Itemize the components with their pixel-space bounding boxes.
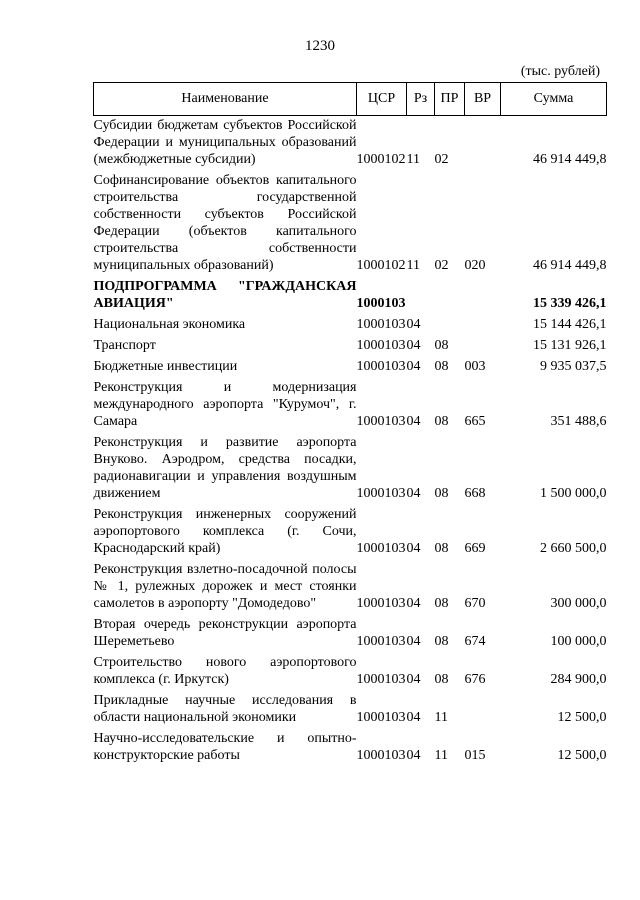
cell-vr bbox=[465, 691, 501, 729]
cell-sum: 284 900,0 bbox=[550, 672, 607, 687]
cell-vr bbox=[465, 116, 501, 172]
table-row bbox=[94, 691, 607, 729]
cell-name: Научно-исследовательские и опытно-конструкторские работы bbox=[93, 731, 357, 763]
cell-vr: 669 bbox=[464, 541, 486, 556]
cell-name: Софинансирование объектов капитального строительства государственной собственности субъектов Российской Федерации (объектов капитального строительства собственности муниципальных образований) bbox=[93, 173, 357, 273]
cell-csr: 1000102 bbox=[356, 152, 406, 167]
cell-name: Субсидии бюджетам субъектов Российской Федерации и муниципальных образований (межбюджетные субсидии) bbox=[93, 118, 357, 167]
table-row bbox=[94, 378, 607, 433]
cell-rz bbox=[407, 277, 435, 315]
cell-csr: 1000102 bbox=[356, 258, 406, 273]
cell-vr: 676 bbox=[464, 672, 486, 687]
table-row bbox=[94, 433, 607, 505]
cell-rz: 04 bbox=[406, 414, 421, 429]
cell-name: Прикладные научные исследования в области национальной экономики bbox=[93, 693, 357, 725]
table-row bbox=[94, 615, 607, 653]
cell-pr: 08 bbox=[434, 596, 449, 611]
column-header-csr: ЦСР bbox=[357, 83, 407, 116]
cell-vr: 665 bbox=[464, 414, 486, 429]
cell-csr: 1000103 bbox=[356, 359, 406, 374]
cell-vr bbox=[465, 336, 501, 357]
table-row bbox=[94, 315, 607, 336]
cell-vr: 020 bbox=[464, 258, 486, 273]
cell-name: Строительство нового аэропортового комплекса (г. Иркутск) bbox=[93, 655, 357, 687]
cell-pr: 11 bbox=[434, 748, 448, 763]
cell-rz: 04 bbox=[406, 541, 421, 556]
table-row bbox=[94, 560, 607, 615]
units-label: (тыс. рублей) bbox=[520, 64, 600, 79]
cell-name: Реконструкция и развитие аэропорта Внуково. Аэродром, средства посадки, радионавигации и управления воздушным движением bbox=[93, 435, 357, 501]
cell-pr: 02 bbox=[434, 152, 449, 167]
cell-sum: 15 339 426,1 bbox=[533, 296, 607, 311]
cell-csr: 1000103 bbox=[356, 338, 406, 353]
table-row bbox=[94, 729, 607, 767]
cell-sum: 9 935 037,5 bbox=[540, 359, 607, 374]
cell-vr bbox=[465, 277, 501, 315]
cell-rz: 11 bbox=[406, 258, 420, 273]
cell-rz: 04 bbox=[406, 634, 421, 649]
cell-sum: 2 660 500,0 bbox=[540, 541, 607, 556]
cell-csr: 1000103 bbox=[356, 672, 406, 687]
cell-rz: 04 bbox=[406, 710, 421, 725]
cell-pr: 11 bbox=[434, 710, 448, 725]
cell-sum: 46 914 449,8 bbox=[533, 152, 607, 167]
cell-sum: 46 914 449,8 bbox=[533, 258, 607, 273]
cell-csr: 1000103 bbox=[356, 486, 406, 501]
cell-csr: 1000103 bbox=[356, 414, 406, 429]
table-row bbox=[94, 505, 607, 560]
table-row bbox=[94, 336, 607, 357]
cell-vr bbox=[465, 315, 501, 336]
table-row bbox=[94, 357, 607, 378]
budget-table bbox=[93, 82, 607, 767]
cell-csr: 1000103 bbox=[356, 596, 406, 611]
cell-rz: 04 bbox=[406, 359, 421, 374]
cell-name: Реконструкция и модернизация международного аэропорта "Курумоч", г. Самара bbox=[93, 380, 357, 429]
cell-pr: 08 bbox=[434, 486, 449, 501]
table-row bbox=[94, 277, 607, 315]
cell-pr bbox=[435, 277, 465, 315]
cell-vr: 015 bbox=[464, 748, 486, 763]
cell-sum: 351 488,6 bbox=[550, 414, 607, 429]
cell-name: Реконструкция инженерных сооружений аэропортового комплекса (г. Сочи, Краснодарский край) bbox=[93, 507, 357, 556]
column-header-rz: Рз bbox=[407, 83, 435, 116]
cell-name: Бюджетные инвестиции bbox=[93, 359, 238, 374]
column-header-vr: ВР bbox=[465, 83, 501, 116]
cell-rz: 04 bbox=[406, 317, 421, 332]
column-header-pr: ПР bbox=[435, 83, 465, 116]
cell-csr: 1000103 bbox=[356, 541, 406, 556]
cell-csr: 1000103 bbox=[356, 296, 406, 311]
cell-name: Национальная экономика bbox=[93, 317, 246, 332]
cell-pr: 08 bbox=[434, 338, 449, 353]
cell-sum: 12 500,0 bbox=[557, 748, 607, 763]
table-row bbox=[94, 116, 607, 172]
cell-pr: 02 bbox=[434, 258, 449, 273]
cell-pr bbox=[435, 315, 465, 336]
cell-name: Транспорт bbox=[93, 338, 156, 353]
cell-vr: 003 bbox=[464, 359, 486, 374]
cell-rz: 04 bbox=[406, 596, 421, 611]
cell-pr: 08 bbox=[434, 672, 449, 687]
cell-csr: 1000103 bbox=[356, 748, 406, 763]
table-row bbox=[94, 653, 607, 691]
cell-pr: 08 bbox=[434, 634, 449, 649]
cell-vr: 668 bbox=[464, 486, 486, 501]
cell-pr: 08 bbox=[434, 414, 449, 429]
cell-csr: 1000103 bbox=[356, 317, 406, 332]
cell-sum: 100 000,0 bbox=[550, 634, 607, 649]
cell-pr: 08 bbox=[434, 359, 449, 374]
cell-rz: 04 bbox=[406, 672, 421, 687]
column-header-name: Наименование bbox=[94, 83, 357, 116]
table-row bbox=[94, 171, 607, 277]
column-header-sum: Сумма bbox=[501, 83, 607, 116]
cell-sum: 12 500,0 bbox=[557, 710, 607, 725]
cell-name: ПОДПРОГРАММА "ГРАЖДАНСКАЯ АВИАЦИЯ" bbox=[93, 279, 357, 311]
cell-name: Вторая очередь реконструкции аэропорта Шереметьево bbox=[93, 617, 357, 649]
table-header-row bbox=[94, 83, 607, 116]
cell-rz: 04 bbox=[406, 486, 421, 501]
cell-sum: 300 000,0 bbox=[550, 596, 607, 611]
cell-vr: 670 bbox=[464, 596, 486, 611]
cell-csr: 1000103 bbox=[356, 634, 406, 649]
cell-vr: 674 bbox=[464, 634, 486, 649]
cell-rz: 04 bbox=[406, 338, 421, 353]
page-number: 1230 bbox=[305, 38, 335, 54]
cell-rz: 04 bbox=[406, 748, 421, 763]
cell-rz: 11 bbox=[406, 152, 420, 167]
cell-name: Реконструкция взлетно-посадочной полосы № 1, рулежных дорожек и мест стоянки самолетов в аэропорту "Домодедово" bbox=[93, 562, 357, 611]
cell-csr: 1000103 bbox=[356, 710, 406, 725]
cell-sum: 1 500 000,0 bbox=[540, 486, 607, 501]
cell-sum: 15 131 926,1 bbox=[533, 338, 607, 353]
cell-sum: 15 144 426,1 bbox=[533, 317, 607, 332]
cell-pr: 08 bbox=[434, 541, 449, 556]
